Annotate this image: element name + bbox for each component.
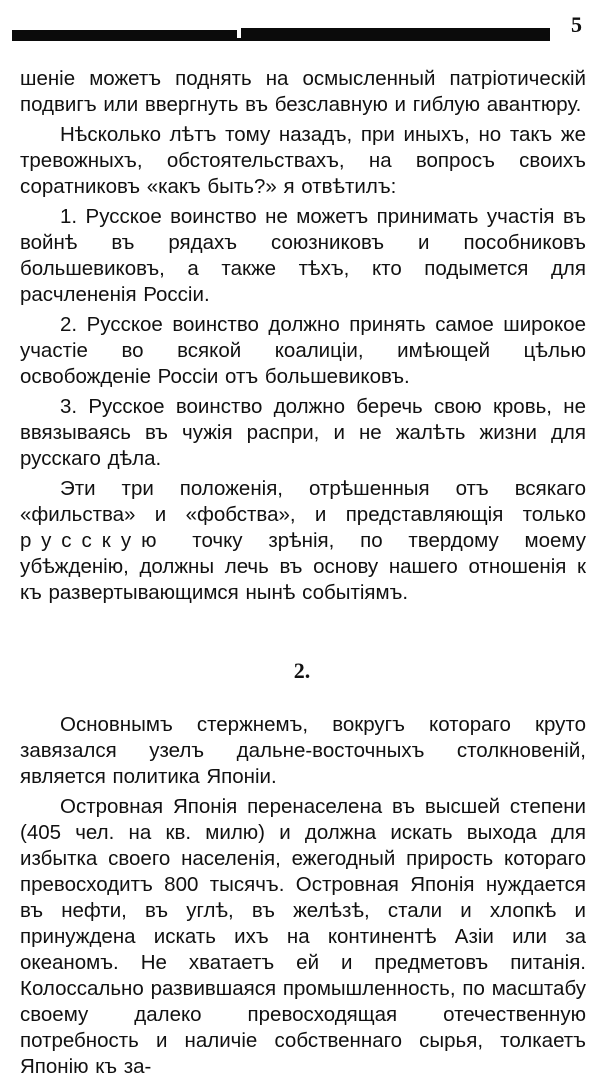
section-one xyxy=(20,66,586,606)
header-rule-bar xyxy=(12,30,237,38)
header-rule xyxy=(12,26,550,42)
header-rule-bar xyxy=(241,28,550,38)
paragraph-japan-overpopulation: Островная Японія перенаселена въ высшей степени (405 чел. на кв. милю) и должна искать выхода для избытка своего населенія, ежегодный прирость котораго превосходитъ 800 тысячъ. Островная Японія нуждается въ нефти, въ углѣ, въ желѣзѣ, стали и хлопкѣ и принуждена искать ихъ на континентѣ Азіи или за океаномъ. Не хватаетъ ей и предметовъ питанія. Колоссально развившаяся промышленность, по масштабу своему далеко превосходящая отечественную потребность и наличіе собственнаго сырья, толкаетъ Японію къ за- xyxy=(20,795,586,1078)
header-rule-bar xyxy=(12,38,550,41)
paragraph-japan-policy: Основнымъ стержнемъ, вокругъ котораго круто завязался узелъ дальне-восточныхъ столкновеній, является политика Японіи. xyxy=(20,713,586,788)
section-two xyxy=(20,712,586,1080)
paragraph-answer-intro: Нѣсколько лѣтъ тому назадъ, при иныхъ, но такъ же тревожныхъ, обстоятельствахъ, на вопросъ своихъ соратниковъ «какъ быть?» я отвѣтилъ: xyxy=(20,123,586,198)
paragraph-point-three: 3. Русское воинство должно беречь свою кровь, не ввязываясь въ чужія распри, и не жалѣть жизни для русскаго дѣла. xyxy=(20,395,586,470)
conclusion-text-start: Эти три положенія, отрѣшенныя отъ всякаго «фильства» и «фобства», и представляющія только xyxy=(20,477,586,526)
paragraph-continuation: шеніе можетъ поднять на осмысленный патріотическій подвигъ или ввергнуть въ безславную и гиблую авантюру. xyxy=(20,67,586,116)
conclusion-text-end: точку зрѣнія, по твердому моему убѣжденію, должны лечь въ основу нашего отношенія к къ развертывающимся нынѣ событіямъ. xyxy=(20,529,586,604)
paragraph-point-two: 2. Русское воинство должно принять самое широкое участіе во всякой коалиціи, имѣющей цѣлью освобожденіе Россіи отъ большевиковъ. xyxy=(20,313,586,388)
page-number: 5 xyxy=(571,12,582,37)
conclusion-text-emphasis: русскую xyxy=(20,529,167,552)
section-heading: 2. xyxy=(293,658,311,683)
paragraph-point-one: 1. Русское воинство не можетъ принимать участія въ войнѣ въ рядахъ союзниковъ и пособниковъ большевиковъ, а также тѣхъ, кто подымется для расчлененія Россіи. xyxy=(20,205,586,306)
paragraph-conclusion xyxy=(20,476,586,606)
